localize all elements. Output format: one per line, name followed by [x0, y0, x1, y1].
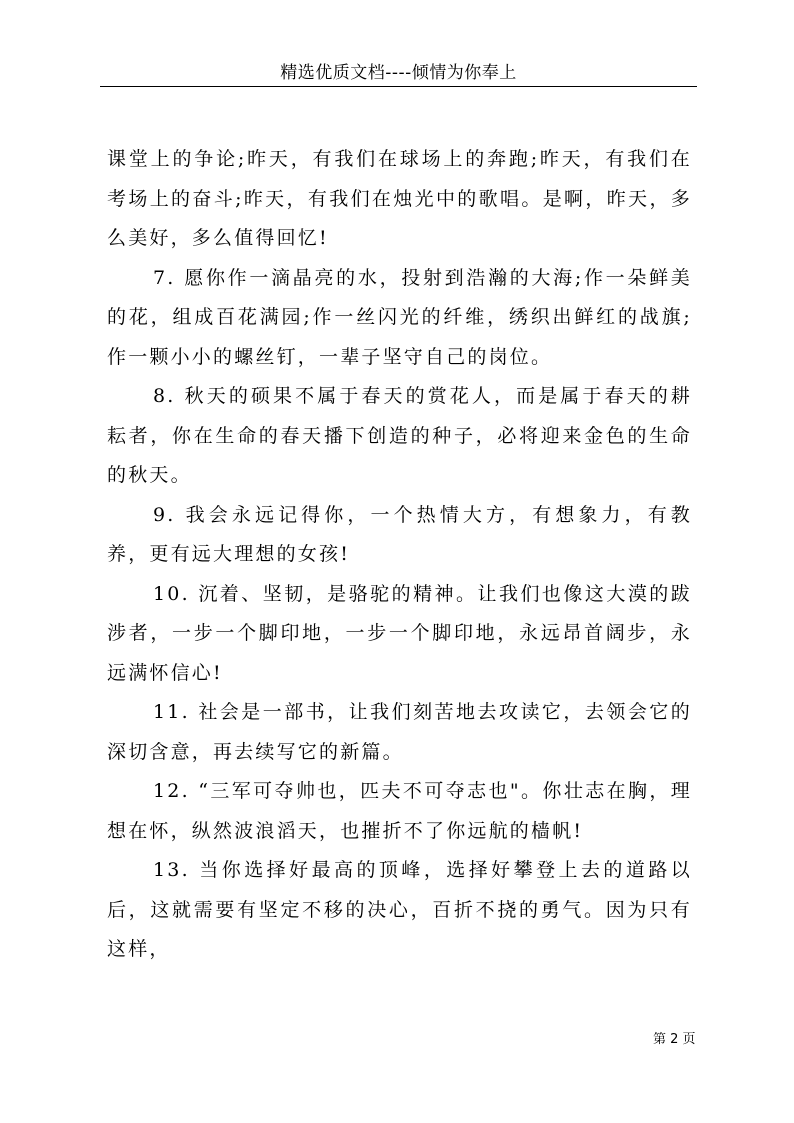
- paragraph-item-9: 9. 我会永远记得你，一个热情大方，有想象力，有教养，更有远大理想的女孩!: [107, 503, 692, 565]
- paragraph-continuation: 课堂上的争论;昨天，有我们在球场上的奔跑;昨天，有我们在考场上的奋斗;昨天，有我们在烛光中的歌唱。是啊，昨天，多么美好，多么值得回忆!: [107, 148, 692, 249]
- paragraph-item-11: 11. 社会是一部书，让我们刻苦地去攻读它，去领会它的深切含意，再去续写它的新篇。: [107, 701, 692, 763]
- paragraph-item-12: 12. “三军可夺帅也，匹夫不可夺志也"。你壮志在胸，理想在怀，纵然波浪滔天，也摧折不了你远航的樯帆!: [107, 780, 692, 842]
- page-number: 第 2 页: [653, 1032, 696, 1047]
- paragraph-item-10: 10. 沉着、坚韧，是骆驼的精神。让我们也像这大漠的跋涉者，一步一个脚印地，一步一个脚印地，永远昂首阔步，永远满怀信心!: [107, 582, 692, 684]
- header-divider: [100, 86, 697, 87]
- paragraph-item-7: 7. 愿你作一滴晶亮的水，投射到浩瀚的大海;作一朵鲜美的花，组成百花满园;作一丝闪光的纤维，绣织出鲜红的战旗;作一颗小小的螺丝钉，一辈子坚守自己的岗位。: [107, 266, 692, 368]
- document-body: [107, 140, 692, 970]
- paragraph-item-8: 8. 秋天的硕果不属于春天的赏花人，而是属于春天的耕耘者，你在生命的春天播下创造的种子，必将迎来金色的生命的秋天。: [107, 385, 692, 486]
- page-header-title: 精选优质文档----倾情为你奉上: [280, 63, 517, 83]
- paragraph-item-13: 13. 当你选择好最高的顶峰，选择好攀登上去的道路以后，这就需要有坚定不移的决心，百折不挠的勇气。因为只有这样，: [107, 859, 692, 960]
